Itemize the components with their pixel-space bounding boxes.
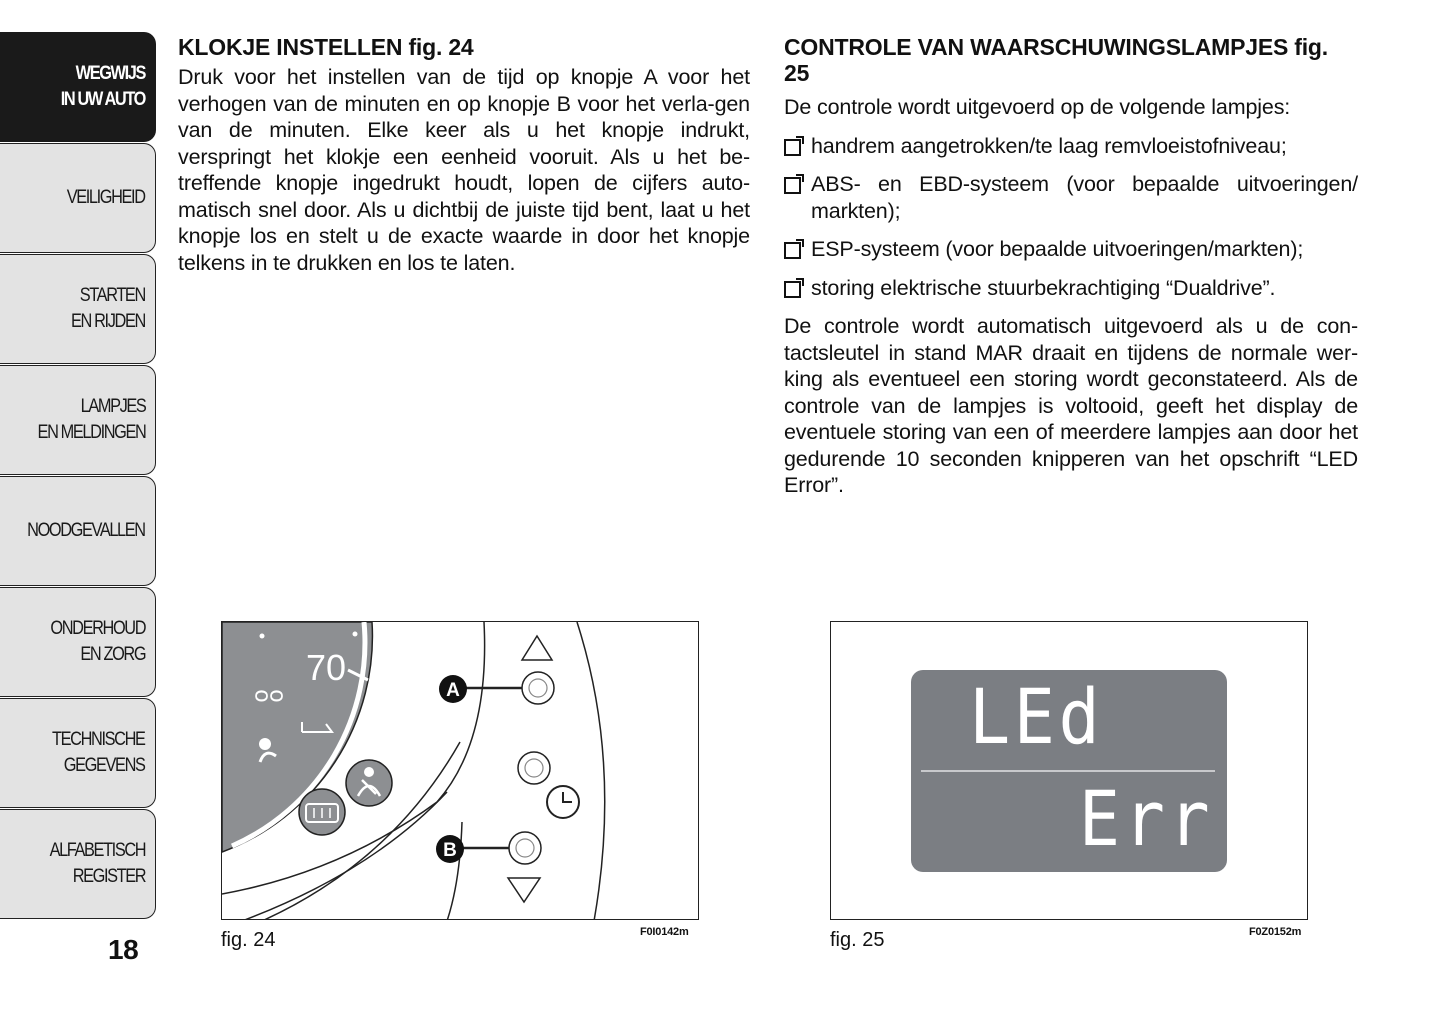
lcd-display [911, 670, 1227, 872]
tab-label: WEGWIJS IN UW AUTO [60, 63, 145, 110]
clock-body: Druk voor het instellen van de tijd op knopje A voor het verhogen van de minuten en op knopje B voor het verla-gen van de minuten. Elke keer als u het knopje indrukt, verspringt het klokje een eenheid vooruit. Als u het be-treffende knopje ingedrukt houdt, lopen de cijfers auto-matisch snel door. Als u dichtbij de juiste tijd bent, laat u het knopje los en stelt u de exacte waarde in door het knopje telkens in te drukken en los te laten. [178, 65, 750, 275]
badge-b-label: B [443, 840, 457, 861]
tab-lampjes[interactable] [0, 365, 156, 475]
dashboard-illustration [222, 622, 699, 920]
dial-dot [353, 632, 358, 637]
tab-wegwijs[interactable] [0, 32, 156, 142]
glow-plug-icon: ᴑᴑ [254, 683, 285, 708]
seatbelt-icon [364, 767, 374, 777]
tab-label: NOODGEVALLEN [27, 520, 145, 541]
fig25-caption: fig. 25 [830, 929, 885, 951]
tab-label: LAMPJES EN MELDINGEN [37, 396, 145, 443]
checkbox-icon [784, 177, 801, 194]
arrow-down-icon [508, 878, 540, 902]
warning-list [784, 133, 1358, 302]
tab-starten[interactable] [0, 254, 156, 364]
lcd-bottom-text: Err [1078, 774, 1213, 863]
page-number: 18 [108, 934, 139, 965]
lcd-divider [921, 770, 1215, 772]
seatbelt-warning [346, 760, 392, 806]
airbag-icon [259, 738, 271, 750]
fig25-code: F0Z0152m [1249, 926, 1302, 938]
fig24-caption: fig. 24 [221, 929, 276, 951]
tab-onderhoud[interactable] [0, 587, 156, 697]
tab-label: ONDERHOUD EN ZORG [50, 618, 145, 665]
list-item: handrem aangetrokken/te laag remvloeistofniveau; [784, 133, 1358, 160]
tab-veiligheid[interactable] [0, 143, 156, 253]
dial-dot [260, 634, 265, 639]
button-a[interactable] [522, 672, 554, 704]
warning-intro: De controle wordt uitgevoerd op de volgende lampjes: [784, 95, 1291, 119]
dash-contour [577, 622, 605, 920]
list-item: ABS- en EBD-systeem (voor bepaalde uitvoeringen/ markten); [784, 171, 1358, 224]
tab-noodgevallen[interactable] [0, 476, 156, 586]
tab-label: ALFABETISCH REGISTER [49, 840, 145, 887]
checkbox-icon [784, 139, 801, 156]
clock-button[interactable] [518, 752, 550, 784]
left-column [178, 34, 750, 276]
badge-a-label: A [446, 680, 460, 701]
list-item: storing elektrische stuurbekrachtiging “Dualdrive”. [784, 275, 1358, 302]
warning-heading: CONTROLE VAN WAARSCHUWINGSLAMPJES fig. 25 [784, 34, 1328, 86]
tab-label: STARTEN EN RIJDEN [71, 285, 145, 332]
tab-alfabetisch[interactable] [0, 809, 156, 919]
checkbox-icon [784, 242, 801, 259]
list-item: ESP-systeem (voor bepaalde uitvoeringen/markten); [784, 236, 1358, 263]
figure-24 [221, 621, 699, 920]
speedometer-dial [222, 622, 372, 852]
checkbox-icon [784, 281, 801, 298]
arrow-up-icon [522, 636, 552, 660]
right-column [784, 34, 1358, 511]
figure-25 [830, 621, 1308, 920]
speed-label-70: 70 [306, 647, 347, 688]
fig24-code: F0I0142m [640, 926, 689, 938]
lcd-top-text: LEd [969, 672, 1104, 761]
tab-label: TECHNISCHE GEGEVENS [52, 729, 145, 776]
warning-body: De controle wordt automatisch uitgevoerd als u de con-tactsleutel in stand MAR draait en tijdens de normale wer-king als eventueel een storing wordt geconstateerd. Als de controle van de lampjes is voltooid, geeft het display de eventuele storing van een of meerdere lampjes aan door het gedurende 10 seconden knipperen van het opschrift “LED Error”. [784, 314, 1358, 497]
tab-technische[interactable] [0, 698, 156, 808]
button-b[interactable] [509, 832, 541, 864]
tab-label: VEILIGHEID [67, 187, 145, 208]
clock-heading: KLOKJE INSTELLEN fig. 24 [178, 34, 474, 60]
